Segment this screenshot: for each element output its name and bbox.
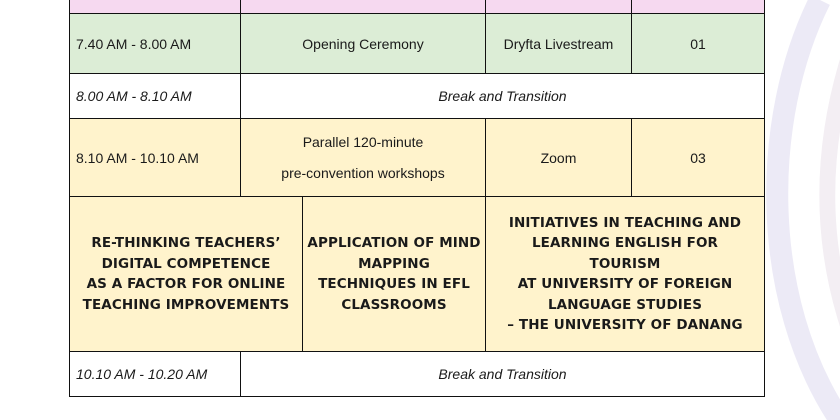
header-cell [632, 0, 765, 14]
workshops-activity-line: pre-convention workshops [281, 164, 445, 181]
workshops-time: 8.10 AM - 10.10 AM [70, 119, 241, 197]
header-row [70, 0, 765, 14]
workshops-activity-line: Parallel 120-minute [302, 133, 424, 150]
opening-row [70, 14, 765, 74]
opening-activity: Opening Ceremony [241, 14, 486, 74]
header-cell [486, 0, 632, 14]
opening-time: 7.40 AM - 8.00 AM [70, 14, 241, 74]
session-title-line: LANGUAGE STUDIES [547, 296, 703, 313]
session-title-line: – THE UNIVERSITY OF DANANG [507, 317, 743, 333]
opening-platform: Dryfta Livestream [486, 14, 632, 74]
schedule-table [69, 0, 765, 397]
workshops-platform: Zoom [486, 119, 632, 197]
session-title-line: TOURISM [589, 255, 661, 272]
break-activity: Break and Transition [241, 74, 765, 119]
session-title-line: RE-THINKING TEACHERS’ [91, 235, 281, 251]
opening-room: 01 [632, 14, 765, 74]
workshop-session-mind-mapping [303, 197, 486, 352]
workshops-room: 03 [632, 119, 765, 197]
session-title-line: TEACHING IMPROVEMENTS [82, 296, 290, 313]
session-title-line: LEARNING ENGLISH FOR [531, 235, 719, 251]
session-title-line: MAPPING TECHNIQUES IN EFL [318, 255, 470, 292]
break-row [70, 74, 765, 119]
workshops-activity [241, 119, 486, 197]
session-title-line: APPLICATION OF MIND [307, 235, 481, 251]
break-time: 10.10 AM - 10.20 AM [70, 352, 241, 397]
workshop-session-english-tourism [486, 197, 765, 352]
session-title-line: INITIATIVES IN TEACHING AND [508, 214, 742, 231]
session-title-line: AS A FACTOR FOR ONLINE [86, 276, 286, 292]
break-time: 8.00 AM - 8.10 AM [70, 74, 241, 119]
workshops-row [70, 119, 765, 197]
header-cell [70, 0, 241, 14]
break-row [70, 352, 765, 397]
session-title-line: CLASSROOMS [341, 296, 447, 313]
session-title-line: DIGITAL COMPETENCE [101, 255, 271, 272]
workshop-sessions-row [70, 197, 765, 352]
session-title-line: AT UNIVERSITY OF FOREIGN [517, 276, 733, 292]
header-cell [241, 0, 486, 14]
workshop-session-digital-competence [70, 197, 303, 352]
break-activity: Break and Transition [241, 352, 765, 397]
